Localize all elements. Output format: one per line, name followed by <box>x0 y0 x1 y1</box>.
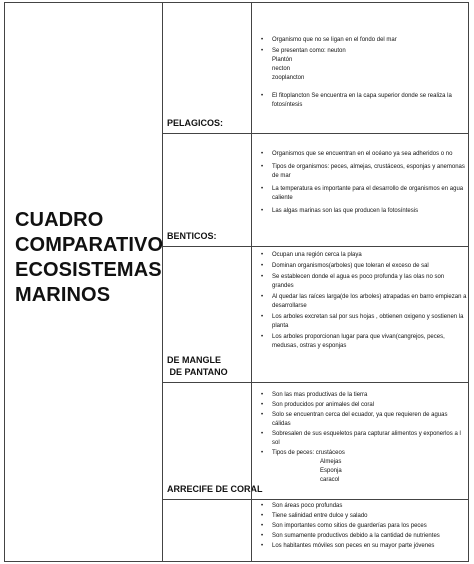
list-item: • Son las mas productivas de la tierra <box>261 392 368 398</box>
list-item: • Dominan organismos(arboles) que toleran el exceso de sal <box>261 263 429 269</box>
row-content-benticos <box>251 133 469 246</box>
comparison-table <box>4 2 469 562</box>
list-item-text: Los arboles proporcionan lugar para que vivan(cangrejos, peces, medusas, ostras y esponjas <box>272 334 445 349</box>
list-item-text: Son importantes como sitios de guarderías para los peces <box>272 523 427 529</box>
list-item-text: Son producidos por animales del coral <box>272 402 375 408</box>
list-item-text: Esponja <box>320 468 342 474</box>
list-item: • Son áreas poco profundas <box>261 503 343 509</box>
list-item-text: caracol <box>320 477 340 483</box>
list-item-text: Organismos que se encuentran en el océano ya sea adheridos o no <box>272 151 453 157</box>
row-label-cell <box>163 3 251 133</box>
list-item: • Los arboles proporcionan lugar para que vivan(cangrejos, peces, medusas, ostras y esponjas <box>261 334 445 349</box>
list-item-continuation <box>252 458 467 467</box>
list-item: • Ocupan una región cerca la playa <box>261 252 362 258</box>
row-label-pelagicos <box>167 117 223 129</box>
list-item: • La temperatura es importante para el desarrollo de organismos en agua caliente <box>261 186 464 201</box>
table-title <box>15 208 163 308</box>
row-label-arrecife <box>167 483 263 495</box>
row-label-cell <box>163 133 251 246</box>
list-item-text: Las algas marinas son las que producen la fotosíntesis <box>272 208 419 214</box>
list-item-text: Tipos de peces: crustáceos <box>272 450 345 456</box>
list-item-text: zooplancton <box>272 75 305 81</box>
list-item-continuation <box>252 65 467 74</box>
row-label-mangle <box>167 354 228 378</box>
list-item: • Son importantes como sitios de guarderías para los peces <box>261 523 427 529</box>
row-content-mangle <box>251 246 469 382</box>
list-item: • Organismos que se encuentran en el océano ya sea adheridos o no <box>261 151 453 157</box>
list-item: • Los arboles excretan sal por sus hojas , obtienen oxigeno y sostienen la planta <box>261 314 464 329</box>
row-content-arrecife <box>251 382 469 499</box>
list-item: • El fitoplancton Se encuentra en la capa superior donde se realiza la fotosíntesis <box>261 93 452 108</box>
list-item: • Organismo que no se ligan en el fondo del mar <box>261 37 397 43</box>
row-label-cell <box>163 246 251 382</box>
list-item-text: Ocupan una región cerca la playa <box>272 252 362 258</box>
row-content-pelagicos <box>251 3 469 133</box>
list-item-text: Son áreas poco profundas <box>272 503 343 509</box>
row-label-line: PELAGICOS: <box>167 118 224 128</box>
list-item-text: Plantón <box>272 57 293 63</box>
list-item: • Las algas marinas son las que producen la fotosíntesis <box>261 208 419 214</box>
row-label-cell <box>163 382 263 499</box>
list-item-text: Son sumamente productivos debido a la cantidad de nutrientes <box>272 533 440 539</box>
list-item: • Tiene salinidad entre dulce y salado <box>261 513 368 519</box>
list-item-text: Los arboles excretan sal por sus hojas , obtienen oxigeno y sostienen la planta <box>272 314 464 329</box>
row-label-line: ARRECIFE DE CORAL <box>167 484 263 494</box>
row-label-line: DE PANTANO <box>167 367 228 377</box>
list-item-continuation <box>252 74 467 83</box>
list-item-text: Solo se encuentran cerca del ecuador, ya que requieren de aguas cálidas <box>272 412 448 427</box>
row-label-benticos <box>167 230 217 242</box>
list-item-text: Tiene salinidad entre dulce y salado <box>272 513 368 519</box>
list-item-continuation <box>252 476 467 485</box>
list-item-text: Los habitantes móviles son peces en su mayor parte jóvenes <box>272 543 435 549</box>
row-content-extra <box>251 499 469 562</box>
list-item: • Se presentan como: neuton <box>261 48 346 54</box>
list-item-text: Almejas <box>320 459 342 465</box>
list-item-text: El fitoplancton Se encuentra en la capa superior donde se realiza la fotosíntesis <box>272 93 452 108</box>
title-line: ECOSISTEMAS <box>15 259 162 281</box>
list-item-text: Organismo que no se ligan en el fondo del mar <box>272 37 397 43</box>
list-item-continuation <box>252 56 467 65</box>
list-item: • Al quedar las raíces larga(de los arboles) atrapadas en barro empiezan a desarrollarse <box>261 294 467 309</box>
list-item-text: Se presentan como: neuton <box>272 48 346 54</box>
list-item: • Se establecen donde el agua es poco profunda y las olas no son grandes <box>261 274 445 289</box>
list-item-text: La temperatura es importante para el desarrollo de organismos en agua caliente <box>272 186 464 201</box>
list-item-text: necton <box>272 66 291 72</box>
list-item-text: Al quedar las raíces larga(de los arboles) atrapadas en barro empiezan a desarrollarse <box>272 294 467 309</box>
list-item-text: Dominan organismos(arboles) que toleran el exceso de sal <box>272 263 429 269</box>
list-item: • Los habitantes móviles son peces en su mayor parte jóvenes <box>261 543 435 549</box>
list-item: • Solo se encuentran cerca del ecuador, ya que requieren de aguas cálidas <box>261 412 448 427</box>
row-label-line: DE MANGLE <box>167 355 221 365</box>
title-line: CUADRO <box>15 209 104 231</box>
title-line: MARINOS <box>15 284 111 306</box>
list-item-text: Sobresalen de sus esqueletos para capturar alimentos y exponerlos a l sol <box>272 431 461 446</box>
list-item: • Sobresalen de sus esqueletos para capturar alimentos y exponerlos a l sol <box>261 431 461 446</box>
title-line: COMPARATIVO <box>15 234 164 256</box>
list-item: • Son sumamente productivos debido a la cantidad de nutrientes <box>261 533 440 539</box>
list-item-continuation <box>252 467 467 476</box>
row-label-cell <box>163 499 251 562</box>
list-item-text: Se establecen donde el agua es poco profunda y las olas no son grandes <box>272 274 445 289</box>
list-item: • Tipos de organismos: peces, almejas, crustáceos, esponjas y anemonas de mar <box>261 164 465 179</box>
list-item: • Son producidos por animales del coral <box>261 402 375 408</box>
title-cell <box>5 3 163 561</box>
list-item: • Tipos de peces: crustáceos <box>261 450 345 456</box>
list-item-text: Tipos de organismos: peces, almejas, crustáceos, esponjas y anemonas de mar <box>272 164 465 179</box>
list-item-text: Son las mas productivas de la tierra <box>272 392 368 398</box>
row-label-line: BENTICOS: <box>167 231 217 241</box>
